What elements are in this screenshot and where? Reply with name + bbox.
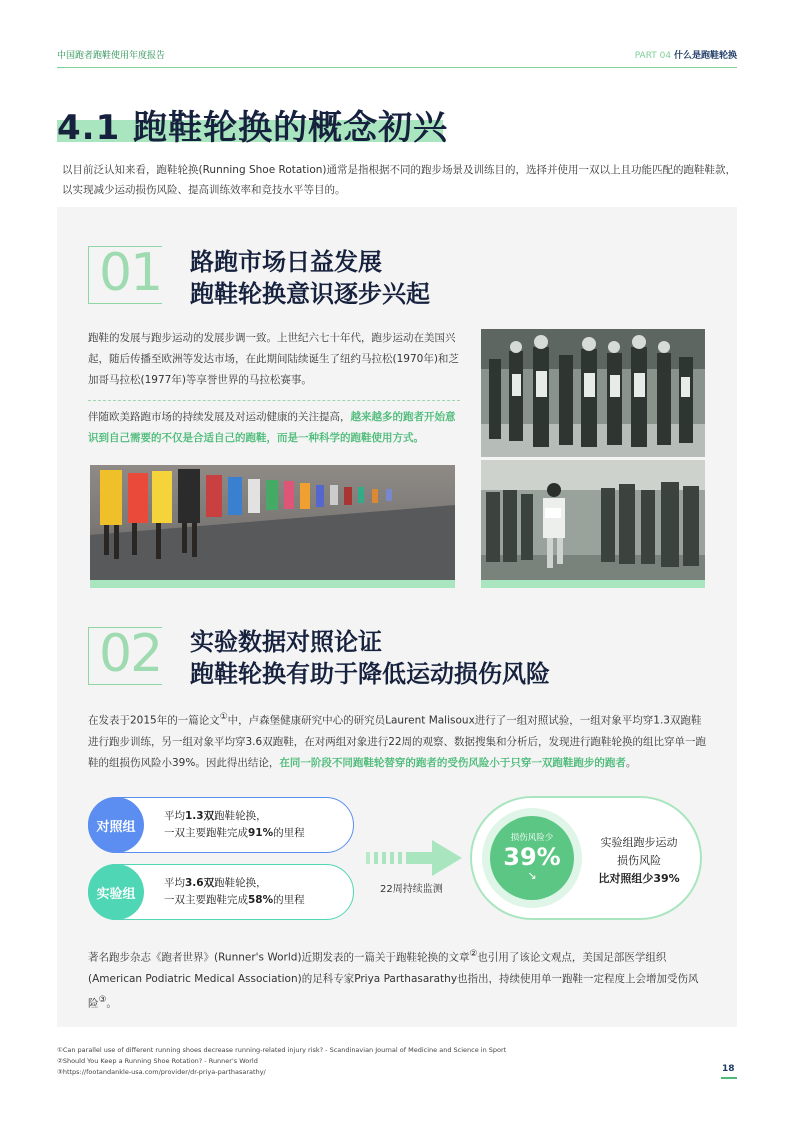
right-arrow-icon [366, 838, 464, 878]
footnote: ③https://footandankle-usa.com/provider/dr-priya-parthasarathy/ [57, 1068, 266, 1076]
section-title-line: 实验数据对照论证 [190, 628, 382, 656]
dashed-divider [88, 400, 460, 401]
section-number: 02 [99, 624, 162, 684]
footnote: ②Should You Keep a Running Shoe Rotation? - Runner's World [57, 1057, 258, 1065]
footnote-ref: ② [469, 949, 478, 959]
intro-paragraph: 以目前泛认知来看，跑鞋轮换(Running Shoe Rotation)通常是指根据不同的跑步场景及训练目的，选择并使用一双以上且功能匹配的跑鞋鞋款，以实现减少运动损伤风险、提高训练效率和竞技水平等目的。 [62, 164, 737, 196]
modern-marathon-photo [90, 465, 455, 581]
result-percentage: 39% [503, 843, 561, 871]
result-core: 损伤风险少 39% ↘ [490, 816, 574, 900]
result-ring [482, 808, 582, 908]
section2-paragraph: 在发表于2015年的一篇论文①中，卢森堡健康研究中心的研究员Laurent Malisoux进行了一组对照试验，一组对象平均穿1.3双跑鞋进行跑步训练，另一组对象平均穿3.6双跑鞋，在对两组对象进行22周的观察、数据搜集和分析后，发现进行跑鞋轮换的组比穿单一跑鞋的组损伤风险小39%。因此得出结论，在同一阶段不同跑鞋轮替穿的跑者的受伤风险小于只穿一双跑鞋跑步的跑者。 [88, 712, 707, 769]
result-description: 实验组跑步运动 损伤风险 比对照组少39% [598, 836, 680, 885]
control-group-card [88, 797, 354, 853]
section-title-line: 跑鞋轮换意识逐步兴起 [190, 280, 430, 308]
experiment-group-card [88, 864, 354, 920]
trend-down-icon: ↘ [527, 869, 537, 882]
page-number: 18 [722, 1064, 735, 1074]
section-number-box [88, 243, 162, 304]
control-group-label: 对照组 [88, 797, 144, 853]
section1-highlight-paragraph: 伴随欧美路跑市场的持续发展及对运动健康的关注提高，越来越多的跑者开始意识到自己需要的不仅是合适自己的跑鞋，而是一种科学的跑鞋使用方式。 [88, 411, 456, 444]
section-number: 01 [99, 243, 162, 303]
footnote: ①Can parallel use of different running shoes decrease running-related injury risk? - Scandinavian Journal of Medicine and Science in Sport [57, 1046, 507, 1054]
section-title-line: 跑鞋轮换有助于降低运动损伤风险 [190, 660, 550, 688]
report-title: 中国跑者跑鞋使用年度报告 [57, 51, 166, 61]
section-title [190, 626, 550, 690]
experiment-group-text: 平均3.6双跑鞋轮换， 一双主要跑鞋完成58%的里程 [164, 877, 305, 906]
page-title-block [57, 100, 448, 149]
footnotes [57, 1045, 506, 1078]
experiment-group-label: 实验组 [88, 864, 144, 920]
section-title-line: 路跑市场日益发展 [190, 248, 382, 276]
photo-accent-bar [90, 580, 455, 588]
part-label: PART 04 什么是跑鞋轮换 [634, 51, 737, 61]
section-title [190, 246, 430, 310]
monitoring-label: 22周持续监测 [380, 884, 443, 895]
page-header [57, 48, 737, 68]
page-number-underline [721, 1077, 737, 1079]
section2-closing-paragraph: 著名跑步杂志《跑者世界》(Runner's World)近期发表的一篇关于跑鞋轮换的文章②也引用了该论文观点，美国足部医学组织(American Podiatric Medical Association)的足科专家Priya Parthasarathy也指出，持续使用单一跑鞋一定程度上会增加受伤风险③。 [88, 949, 699, 1009]
section1-paragraph: 跑鞋的发展与跑步运动的发展步调一致。上世纪六七十年代，跑步运动在美国兴起，随后传播至欧洲等发达市场，在此期间陆续诞生了纽约马拉松(1970年)和芝加哥马拉松(1977年)等享誉世界的马拉松赛事。 [88, 332, 459, 386]
result-badge [470, 796, 702, 920]
historic-marathon-photo [481, 329, 705, 457]
footnote-ref: ① [219, 712, 228, 722]
photo-accent-bar [481, 580, 705, 588]
footnote-ref: ③ [98, 994, 107, 1005]
historic-runner-photo [481, 460, 705, 580]
section-number-box [88, 624, 162, 685]
page-title: 4.1 跑鞋轮换的概念初兴 [57, 108, 449, 148]
control-group-text: 平均1.3双跑鞋轮换， 一双主要跑鞋完成91%的里程 [164, 810, 305, 839]
